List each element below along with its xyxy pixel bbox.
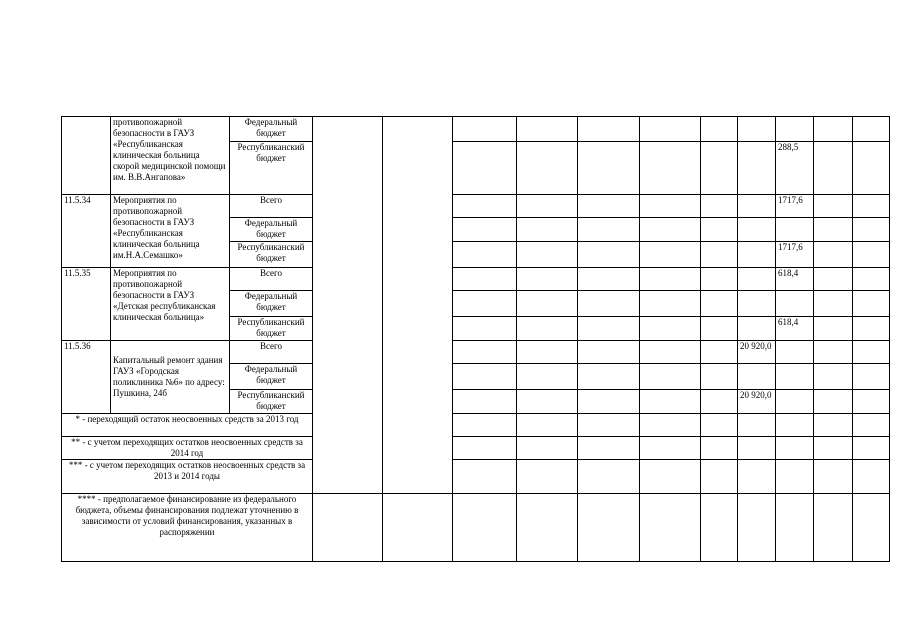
value-cell: 618,4 <box>776 317 814 341</box>
source-federal-cell: Федеральный бюджет <box>230 117 313 142</box>
value-cell: 1717,6 <box>776 242 814 268</box>
row-name-cell: Мероприятия по противопожарной безопасности в ГАУЗ «Республиканская клиническая больница им.Н.А.Семашко» <box>111 195 230 268</box>
footnote-2: ** - с учетом переходящих остатков неосвоенных средств за 2014 год <box>62 437 313 460</box>
source-total-cell: Всего <box>230 195 313 218</box>
table-row <box>62 195 890 218</box>
footnote-row <box>62 414 890 437</box>
table-row <box>62 117 890 142</box>
source-federal-cell: Федеральный бюджет <box>230 364 313 390</box>
value-cell: 288,5 <box>776 142 814 195</box>
row-code-cell <box>62 117 111 195</box>
source-republic-cell: Республиканский бюджет <box>230 390 313 414</box>
budget-table <box>61 116 890 562</box>
row-name-cell: Капитальный ремонт здания ГАУЗ «Городская поликлиника №6» по адресу: Пушкина, 24б <box>111 341 230 414</box>
source-republic-cell: Республиканский бюджет <box>230 242 313 268</box>
footnote-row <box>62 437 890 460</box>
footnote-3: *** - с учетом переходящих остатков неосвоенных средств за 2013 и 2014 годы <box>62 460 313 494</box>
source-total-cell: Всего <box>230 341 313 364</box>
source-republic-cell: Республиканский бюджет <box>230 317 313 341</box>
source-federal-cell: Федеральный бюджет <box>230 218 313 242</box>
row-code-cell: 11.5.36 <box>62 341 111 414</box>
value-cell: 20 920,0 <box>738 390 776 414</box>
footnote-4: **** - предполагаемое финансирование из федерального бюджета, объемы финансирования подлежат уточнению в зависимости от условий финансирования, указанных в распоряжении <box>62 494 313 562</box>
value-cell: 20 920,0 <box>738 341 776 364</box>
table-row <box>62 268 890 291</box>
source-republic-cell: Республиканский бюджет <box>230 142 313 195</box>
value-cell: 1717,6 <box>776 195 814 218</box>
source-federal-cell: Федеральный бюджет <box>230 291 313 317</box>
source-total-cell: Всего <box>230 268 313 291</box>
row-name-cell: Мероприятия по противопожарной безопасности в ГАУЗ «Детская республиканская клиническая больница» <box>111 268 230 341</box>
row-code-cell: 11.5.35 <box>62 268 111 341</box>
footnote-1: * - переходящий остаток неосвоенных средств за 2013 год <box>62 414 313 437</box>
footnote-row <box>62 460 890 494</box>
value-cell: 618,4 <box>776 268 814 291</box>
row-code-cell: 11.5.34 <box>62 195 111 268</box>
footnote-row <box>62 494 890 562</box>
row-name-cell: противопожарной безопасности в ГАУЗ «Республиканская клиническая больница скорой медицинской помощи им. В.В.Ангапова» <box>111 117 230 195</box>
table-row <box>62 341 890 364</box>
